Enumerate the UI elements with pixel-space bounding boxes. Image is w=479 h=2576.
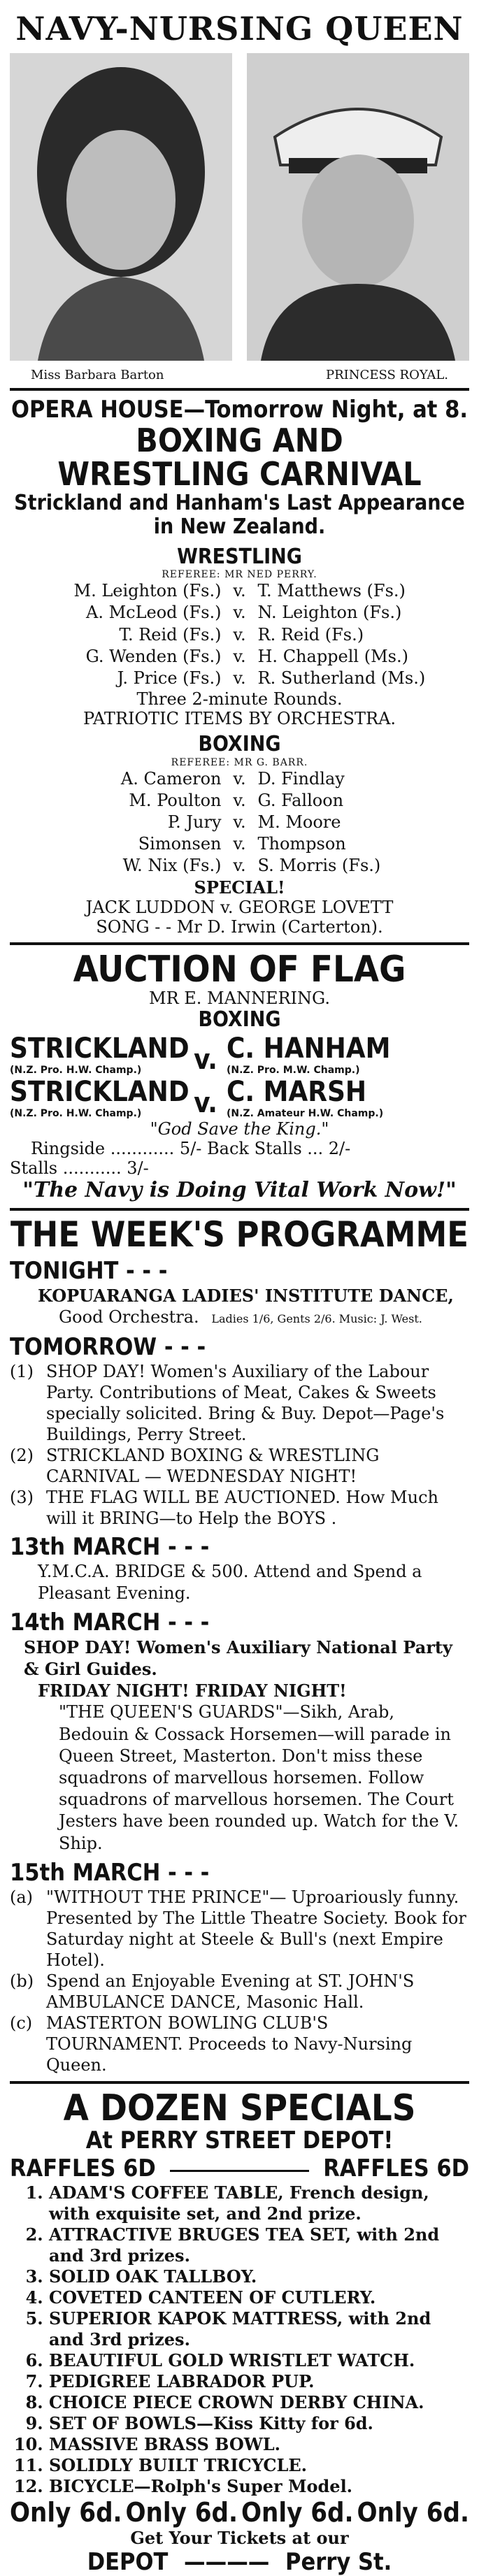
depot-dash: ————: [184, 2548, 270, 2576]
march-14-text-1: SHOP DAY! Women's Auxiliary National Party & Girl Guides.: [24, 1636, 452, 1680]
event-item: [10, 1487, 469, 1529]
competitor-a: Simonsen: [138, 834, 222, 854]
bout-row: [10, 812, 469, 833]
competitor-a: P. Jury: [167, 812, 222, 832]
specials-title: A DOZEN SPECIALS: [63, 2087, 416, 2129]
special-item: 2. ATTRACTIVE BRUGES TEA SET, with 2nd and 3rd prizes.: [49, 2224, 469, 2266]
fighter-b-name: C. HANHAM: [227, 1032, 391, 1065]
march-15-label: 15th MARCH - - -: [10, 1858, 210, 1887]
versus: v.: [233, 834, 246, 854]
competitor-b: M. Moore: [257, 812, 341, 832]
bout-row: [10, 624, 469, 646]
bout-row: [10, 602, 469, 624]
event-text: Spend an Enjoyable Evening at ST. JOHN'S AMBULANCE DANCE, Masonic Hall.: [46, 1971, 415, 2012]
tonight-line-2: Good Orchestra.: [59, 1307, 199, 1327]
raffles-left: RAFFLES 6D: [10, 2154, 156, 2183]
divider: [10, 2081, 469, 2084]
rounds-note: Three 2-minute Rounds.: [136, 689, 343, 710]
competitor-b: D. Findlay: [257, 768, 345, 789]
portrait-photo-left: [10, 53, 232, 361]
only-price: Only 6d.: [241, 2497, 354, 2528]
boxing-referee: REFEREE: MR G. BARR.: [171, 756, 308, 768]
fight-row: [10, 1032, 469, 1076]
depot-label: DEPOT: [87, 2548, 169, 2576]
fight-row: [10, 1076, 469, 1119]
only-price: Only 6d.: [10, 2497, 122, 2528]
competitor-a: A. McLeod (Fs.): [85, 603, 222, 623]
tomorrow-label: TOMORROW - - -: [10, 1332, 206, 1361]
event-text: SHOP DAY! Women's Auxiliary of the Labour Party. Contributions of Meat, Cakes & Sweets specially solicited. Bring & Buy. Depot—Page's Buildings, Perry Street.: [46, 1361, 445, 1444]
march-14-label: 14th MARCH - - -: [10, 1608, 210, 1636]
competitor-a: G. Wenden (Fs.): [85, 646, 222, 666]
specials-location: At PERRY STREET DEPOT!: [85, 2127, 394, 2155]
versus: v.: [233, 668, 246, 688]
caption-left: Miss Barbara Barton: [31, 368, 164, 382]
only-price: Only 6d.: [357, 2497, 469, 2528]
tonight-prices: Ladies 1/6, Gents 2/6. Music: J. West.: [211, 1312, 422, 1326]
slogan: "The Navy is Doing Vital Work Now!": [22, 1177, 457, 1202]
wrestling-bouts: [10, 580, 469, 689]
competitor-a: T. Reid (Fs.): [119, 624, 222, 645]
event-number: (c): [10, 2013, 33, 2033]
divider: [10, 1208, 469, 1211]
depot-street: Perry St.: [285, 2548, 392, 2576]
competitor-a: M. Poulton: [129, 790, 222, 810]
versus: v.: [194, 1043, 217, 1076]
special-item: 5. SUPERIOR KAPOK MATTRESS, with 2nd and 3rd prizes.: [49, 2308, 469, 2350]
special-item: 12. BICYCLE—Rolph's Super Model.: [49, 2476, 469, 2497]
event-number: (2): [10, 1445, 34, 1465]
fighter-a-title: (N.Z. Pro. H.W. Champ.): [10, 1107, 142, 1119]
raffles-right: RAFFLES 6D: [323, 2154, 469, 2183]
fighter-a-title: (N.Z. Pro. H.W. Champ.): [10, 1064, 142, 1076]
fighter-a-name: STRICKLAND: [10, 1032, 190, 1065]
competitor-b: G. Falloon: [257, 790, 344, 810]
special-item: 4. COVETED CANTEEN OF CUTLERY.: [49, 2287, 469, 2308]
fighter-a: [10, 1032, 190, 1076]
bout-row: [10, 580, 469, 602]
fighter-a: [10, 1075, 190, 1119]
special-bout: JACK LUDDON v. GEORGE LOVETT: [85, 897, 394, 917]
competitor-b: S. Morris (Fs.): [257, 856, 381, 876]
march-14-text-2: FRIDAY NIGHT! FRIDAY NIGHT!: [38, 1681, 347, 1701]
bout-row: [10, 790, 469, 812]
fighter-b-title: (N.Z. Amateur H.W. Champ.): [227, 1107, 384, 1119]
special-item: 6. BEAUTIFUL GOLD WRISTLET WATCH.: [49, 2350, 469, 2371]
event-text: STRICKLAND BOXING & WRESTLING CARNIVAL — WEDNESDAY NIGHT!: [46, 1445, 380, 1486]
main-fights: [10, 1032, 469, 1119]
event-number: (3): [10, 1487, 34, 1507]
march-13-label: 13th MARCH - - -: [10, 1532, 210, 1561]
auctioneer: MR E. MANNERING.: [149, 988, 330, 1009]
event-number: (b): [10, 1971, 34, 1991]
versus: v.: [233, 581, 246, 601]
patriotic-note: PATRIOTIC ITEMS BY ORCHESTRA.: [83, 709, 396, 729]
wrestling-referee: REFEREE: MR NED PERRY.: [162, 569, 317, 581]
boxing-bouts: [10, 768, 469, 877]
competitor-b: N. Leighton (Fs.): [257, 603, 402, 623]
versus: v.: [233, 812, 246, 832]
competitor-b: R. Sutherland (Ms.): [257, 668, 426, 688]
portrait-photo-right: [247, 53, 469, 361]
event-item: [10, 1445, 469, 1487]
portrait-barbara-barton: [10, 53, 232, 361]
portrait-captions: [10, 368, 469, 382]
specials-list: [10, 2182, 469, 2497]
caption-right: PRINCESS ROYAL.: [326, 368, 448, 382]
anthem: "God Save the King.": [150, 1118, 329, 1139]
fighter-b: [227, 1032, 469, 1076]
competitor-b: R. Reid (Fs.): [257, 624, 364, 645]
event-item: [10, 2013, 469, 2075]
event-text: MASTERTON BOWLING CLUB'S TOURNAMENT. Proceeds to Navy-Nursing Queen.: [46, 2013, 413, 2075]
special-heading: SPECIAL!: [194, 877, 285, 898]
event-item: [10, 1361, 469, 1445]
versus: v.: [233, 790, 246, 810]
boxing-heading: BOXING: [198, 732, 281, 757]
march-13-text: Y.M.C.A. BRIDGE & 500. Attend and Spend a Pleasant Evening.: [38, 1561, 422, 1603]
special-item: 8. CHOICE PIECE CROWN DERBY CHINA.: [49, 2392, 469, 2413]
fighter-b-name: C. MARSH: [227, 1075, 367, 1108]
march-14-text-3: "THE QUEEN'S GUARDS"—Sikh, Arab, Bedouin & Cossack Horsemen—will parade in Queen Street, Masterton. Don't miss these squadrons of marvellous horsemen. Follow squadrons of marvellous horsemen. The Court Jesters have been rounded up. Watch for the V. Ship.: [59, 1702, 459, 1853]
special-item: 1. ADAM'S COFFEE TABLE, French design, with exquisite set, and 2nd prize.: [49, 2182, 469, 2224]
portrait-princess-royal: [247, 53, 469, 361]
fighter-a-name: STRICKLAND: [10, 1075, 190, 1108]
event-item: [10, 1887, 469, 1971]
bout-row: [10, 668, 469, 689]
versus: v.: [233, 603, 246, 623]
programme-title: THE WEEK'S PROGRAMME: [10, 1214, 469, 1255]
special-item: 9. SET OF BOWLS—Kiss Kitty for 6d.: [49, 2413, 469, 2434]
prices-line-1: Ringside ............ 5/- Back Stalls ... 2/-: [31, 1138, 351, 1158]
bout-row: [10, 855, 469, 877]
event-number: (1): [10, 1361, 34, 1381]
carnival-subtitle-1: Strickland and Hanham's Last Appearance: [14, 490, 465, 515]
competitor-b: T. Matthews (Fs.): [257, 581, 406, 601]
tickets-line: Get Your Tickets at our: [130, 2528, 349, 2549]
venue-line: OPERA HOUSE—Tomorrow Night, at 8.: [11, 396, 468, 424]
bout-row: [10, 646, 469, 668]
bout-row: [10, 833, 469, 855]
portrait-row: [10, 53, 469, 396]
special-item: 10. MASSIVE BRASS BOWL.: [49, 2434, 469, 2455]
special-item: 7. PEDIGREE LABRADOR PUP.: [49, 2371, 469, 2392]
raffles-row: [10, 2154, 469, 2182]
carnival-subtitle-2: in New Zealand.: [153, 515, 326, 540]
versus: v.: [194, 1086, 217, 1119]
versus: v.: [233, 768, 246, 789]
boxing-heading-2: BOXING: [198, 1007, 281, 1032]
fighter-b: [227, 1076, 469, 1119]
bout-row: [10, 768, 469, 790]
competitor-a: M. Leighton (Fs.): [73, 581, 222, 601]
special-item: 3. SOLID OAK TALLBOY.: [49, 2266, 469, 2287]
prices-line-2: Stalls ........... 3/-: [10, 1158, 149, 1178]
carnival-title-1: BOXING AND: [136, 422, 343, 460]
tomorrow-list: [10, 1361, 469, 1529]
page-title: NAVY-NURSING QUEEN: [15, 10, 464, 48]
divider: [10, 942, 469, 945]
competitor-b: Thompson: [257, 834, 346, 854]
raffles-rule: [170, 2170, 309, 2182]
competitor-b: H. Chappell (Ms.): [257, 646, 408, 666]
newspaper-advertisement: [0, 10, 479, 2576]
tonight-label: TONIGHT - - -: [10, 1257, 168, 1286]
wrestling-heading: WRESTLING: [177, 544, 302, 569]
only-row: [10, 2497, 469, 2528]
competitor-a: J. Price (Fs.): [117, 668, 222, 688]
versus: v.: [233, 624, 246, 645]
event-text: THE FLAG WILL BE AUCTIONED. How Much will it BRING—to Help the BOYS .: [46, 1487, 438, 1528]
carnival-title-2: WRESTLING CARNIVAL: [57, 455, 422, 494]
versus: v.: [233, 646, 246, 666]
special-item: 11. SOLIDLY BUILT TRICYCLE.: [49, 2455, 469, 2476]
only-price: Only 6d.: [125, 2497, 238, 2528]
event-text: "WITHOUT THE PRINCE"— Uproariously funny. Presented by The Little Theatre Society. Book for Saturday night at Steele & Bull's (next Empire Hotel).: [46, 1887, 466, 1970]
song-line: SONG - - Mr D. Irwin (Carterton).: [96, 916, 383, 937]
event-item: [10, 1971, 469, 2013]
auction-title: AUCTION OF FLAG: [73, 948, 406, 991]
competitor-a: A. Cameron: [120, 768, 222, 789]
fighter-b-title: (N.Z. Pro. M.W. Champ.): [227, 1064, 360, 1076]
competitor-a: W. Nix (Fs.): [122, 856, 222, 876]
divider: [10, 388, 469, 391]
versus: v.: [233, 856, 246, 876]
event-number: (a): [10, 1887, 34, 1907]
tonight-line-1: KOPUARANGA LADIES' INSTITUTE DANCE,: [38, 1286, 454, 1307]
march-15-list: [10, 1887, 469, 2075]
